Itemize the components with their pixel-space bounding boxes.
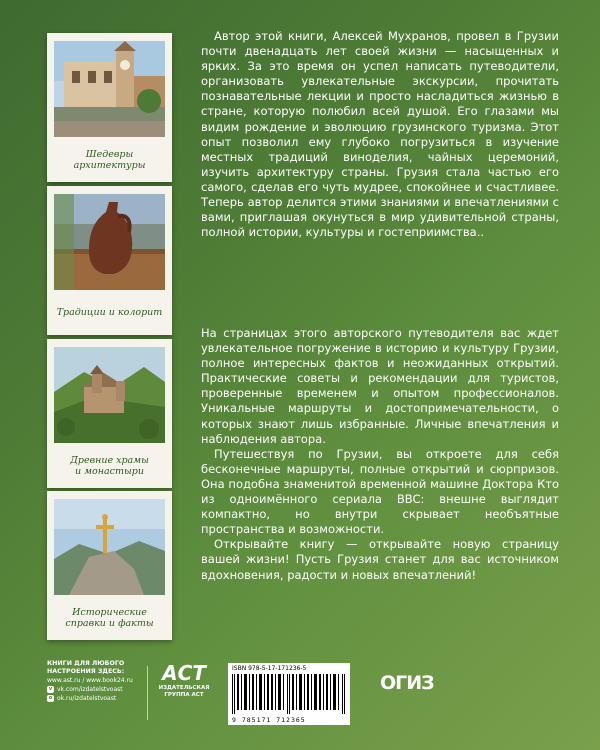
description-paragraph: Путешествуя по Грузии, вы откроете для себя бесконечные маршруты, полные открытий и сюрпризов. Она подобна знаменитой временной машине Доктора Кто из одноимённого сериала BBC: внешне выглядит компактно, но внутри скрывает необъятные пространства и возможности. bbox=[201, 446, 559, 537]
ok-link[interactable] bbox=[47, 694, 147, 703]
contacts-heading: КНИГИ ДЛЯ ЛЮБОГО bbox=[47, 660, 125, 667]
photo-card-traditions bbox=[47, 186, 172, 335]
publisher-contacts bbox=[47, 660, 147, 703]
description-paragraph: На страницах этого авторского путеводителя вас ждет увлекательное погружение в историю и культуру Грузии, полное интересных фактов и неожиданных открытий. Практические советы и рекомендации для туристов, проверенные временем и опытом профессионалов. Уникальные маршруты и достопримечательности, о которых знают лишь избранные. Личные впечатления и наблюдения автора. bbox=[201, 326, 559, 446]
cross-mountain-photo bbox=[54, 499, 165, 595]
caption-line: Древние храмы bbox=[70, 454, 149, 466]
contacts-heading: НАСТРОЕНИЯ ЗДЕСЬ: bbox=[47, 668, 125, 675]
photo-card-architecture bbox=[47, 33, 172, 182]
card-caption bbox=[51, 599, 168, 636]
caption-line: Исторические bbox=[72, 606, 147, 618]
about-author-paragraph: Автор этой книги, Алексей Мухранов, провел в Грузии почти двенадцать лет своей жизни — насыщенных и ярких. За это время он успел написать путеводители, организовать увлекательные экскурсии, прочитать познавательные лекции и просто насладиться жизнью в стране, которую полюбил всей душой. Его глазами мы видим рождение и эволюцию грузинского туризма. Этот опыт позволил ему глубоко погрузиться в изучение местных традиций виноделия, чайных церемоний, изучить архитектуру страны. Грузия стала частью его самого, сделав его чуть мудрее, спокойнее и счастливее. Теперь автор делится этими знаниями и впечатлениями с вами, приглашая окунуться в мир удивительной страны, полной истории, культуры и гостеприимства.. bbox=[201, 29, 559, 240]
card-caption bbox=[51, 447, 168, 484]
ast-logo bbox=[153, 661, 215, 699]
jug-photo bbox=[54, 194, 165, 290]
caption-line: справки и факты bbox=[65, 617, 154, 629]
card-caption bbox=[51, 294, 168, 331]
vk-link-text: vk.com/izdatelstvoast bbox=[57, 686, 123, 693]
caption-line: Шедевры bbox=[85, 148, 134, 160]
barcode-number: 9 785171 712365 bbox=[232, 716, 306, 724]
caption-line: архитектуры bbox=[73, 159, 146, 171]
description-paragraph: Открывайте книгу — открывайте новую страницу вашей жизни! Пусть Грузия станет для вас источником вдохновения, радости и новых впечатлений! bbox=[201, 537, 559, 582]
photo-card-temples bbox=[47, 339, 172, 488]
ast-logo-mark: АСТ bbox=[162, 661, 206, 685]
isbn-text: ISBN 978-5-17-171236-5 bbox=[232, 665, 307, 672]
website-links[interactable]: www.ast.ru / www.book24.ru bbox=[47, 677, 133, 684]
card-caption bbox=[51, 141, 168, 178]
vk-icon: v bbox=[48, 686, 53, 692]
barcode-bars bbox=[232, 674, 346, 714]
photo-card-history bbox=[47, 491, 172, 640]
fortress-photo bbox=[54, 347, 165, 443]
architecture-photo bbox=[54, 41, 165, 137]
vk-link[interactable] bbox=[47, 685, 147, 694]
caption-line: Традиции и колорит bbox=[56, 307, 163, 318]
ogiz-logo: ОГИЗ bbox=[380, 672, 434, 694]
about-author-text bbox=[201, 29, 559, 240]
ok-link-text: ok.ru/izdatelstvoast bbox=[57, 695, 117, 702]
publisher-name: ИЗДАТЕЛЬСКАЯ bbox=[158, 685, 210, 691]
ok-icon: o bbox=[48, 695, 53, 701]
publisher-name: ГРУППА АСТ bbox=[164, 692, 204, 698]
book-description bbox=[201, 326, 559, 583]
caption-line: и монастыри bbox=[75, 465, 144, 477]
barcode bbox=[228, 663, 350, 725]
footer-divider bbox=[147, 666, 148, 720]
